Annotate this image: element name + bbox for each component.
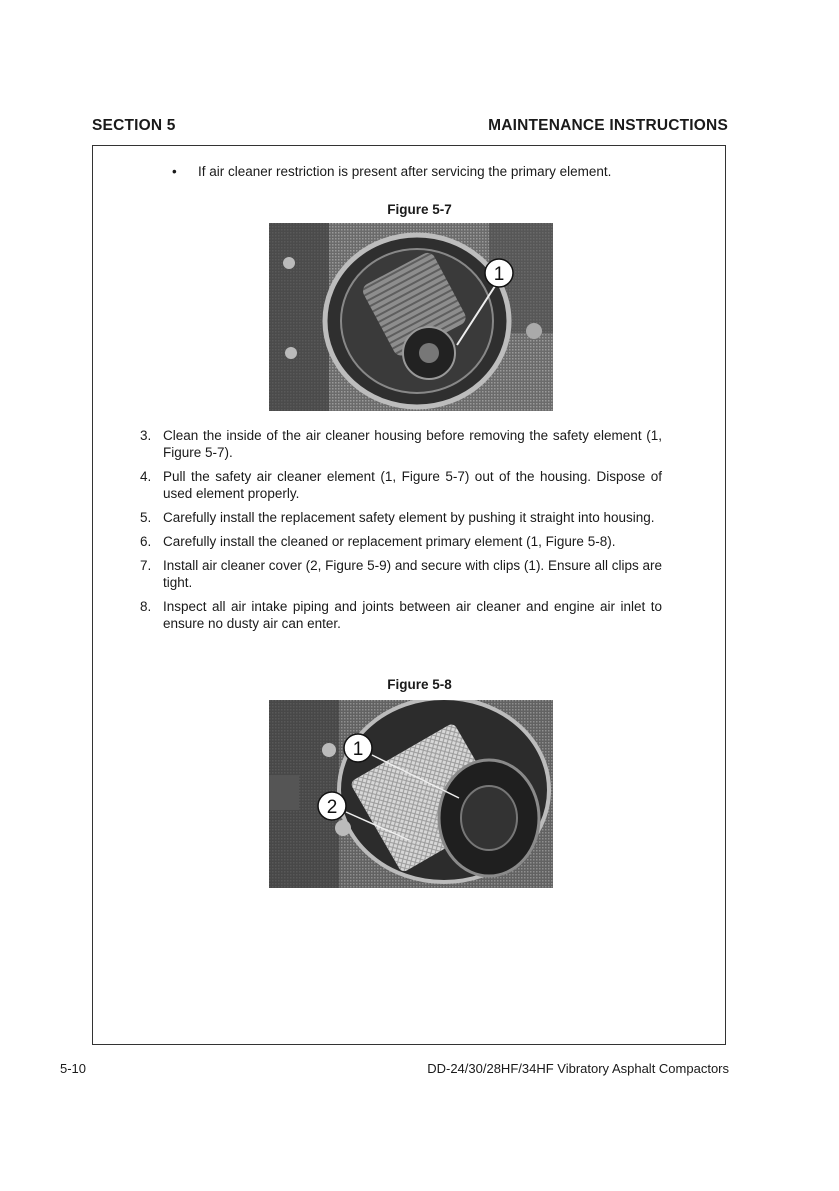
step-number: 8.: [140, 599, 152, 614]
callout-1-label: 1: [352, 739, 364, 760]
step-item: [132, 533, 662, 550]
primary-element-photo: [269, 700, 553, 888]
bullet-item: [172, 164, 611, 179]
instruction-steps: [132, 427, 662, 639]
step-item: [132, 557, 662, 591]
document-title: DD-24/30/28HF/34HF Vibratory Asphalt Compactors: [427, 1061, 729, 1076]
step-number: 5.: [140, 510, 152, 525]
bullet-icon: •: [172, 164, 177, 179]
step-text: Clean the inside of the air cleaner housing before removing the safety element (1, Figure 5-7).: [163, 428, 662, 460]
figure-5-7-photo: [269, 223, 553, 411]
callout-2-label: 2: [326, 797, 338, 818]
callout-1-label: 1: [493, 264, 505, 285]
step-text: Carefully install the replacement safety element by pushing it straight into housing.: [163, 510, 655, 525]
bullet-text: If air cleaner restriction is present after servicing the primary element.: [198, 164, 612, 179]
page-number: 5-10: [60, 1061, 87, 1076]
section-label: SECTION 5: [92, 117, 176, 134]
step-item: [132, 427, 662, 461]
step-item: [132, 509, 662, 526]
step-item: [132, 598, 662, 632]
step-item: [132, 468, 662, 502]
step-text: Install air cleaner cover (2, Figure 5-9) and secure with clips (1). Ensure all clips are tight.: [163, 558, 662, 590]
step-number: 6.: [140, 534, 152, 549]
figure-5-8-photo: [269, 700, 553, 888]
step-text: Carefully install the cleaned or replacement primary element (1, Figure 5-8).: [163, 534, 616, 549]
air-cleaner-housing-photo: [269, 223, 553, 411]
step-number: 4.: [140, 469, 152, 484]
figure-5-8-title: Figure 5-8: [387, 677, 452, 692]
step-text: Pull the safety air cleaner element (1, Figure 5-7) out of the housing. Dispose of used element properly.: [163, 469, 662, 501]
figure-5-7-title: Figure 5-7: [387, 202, 452, 217]
step-number: 3.: [140, 428, 152, 443]
step-text: Inspect all air intake piping and joints between air cleaner and engine air inlet to ensure no dusty air can enter.: [163, 599, 662, 631]
step-number: 7.: [140, 558, 152, 573]
section-title: MAINTENANCE INSTRUCTIONS: [488, 117, 728, 134]
